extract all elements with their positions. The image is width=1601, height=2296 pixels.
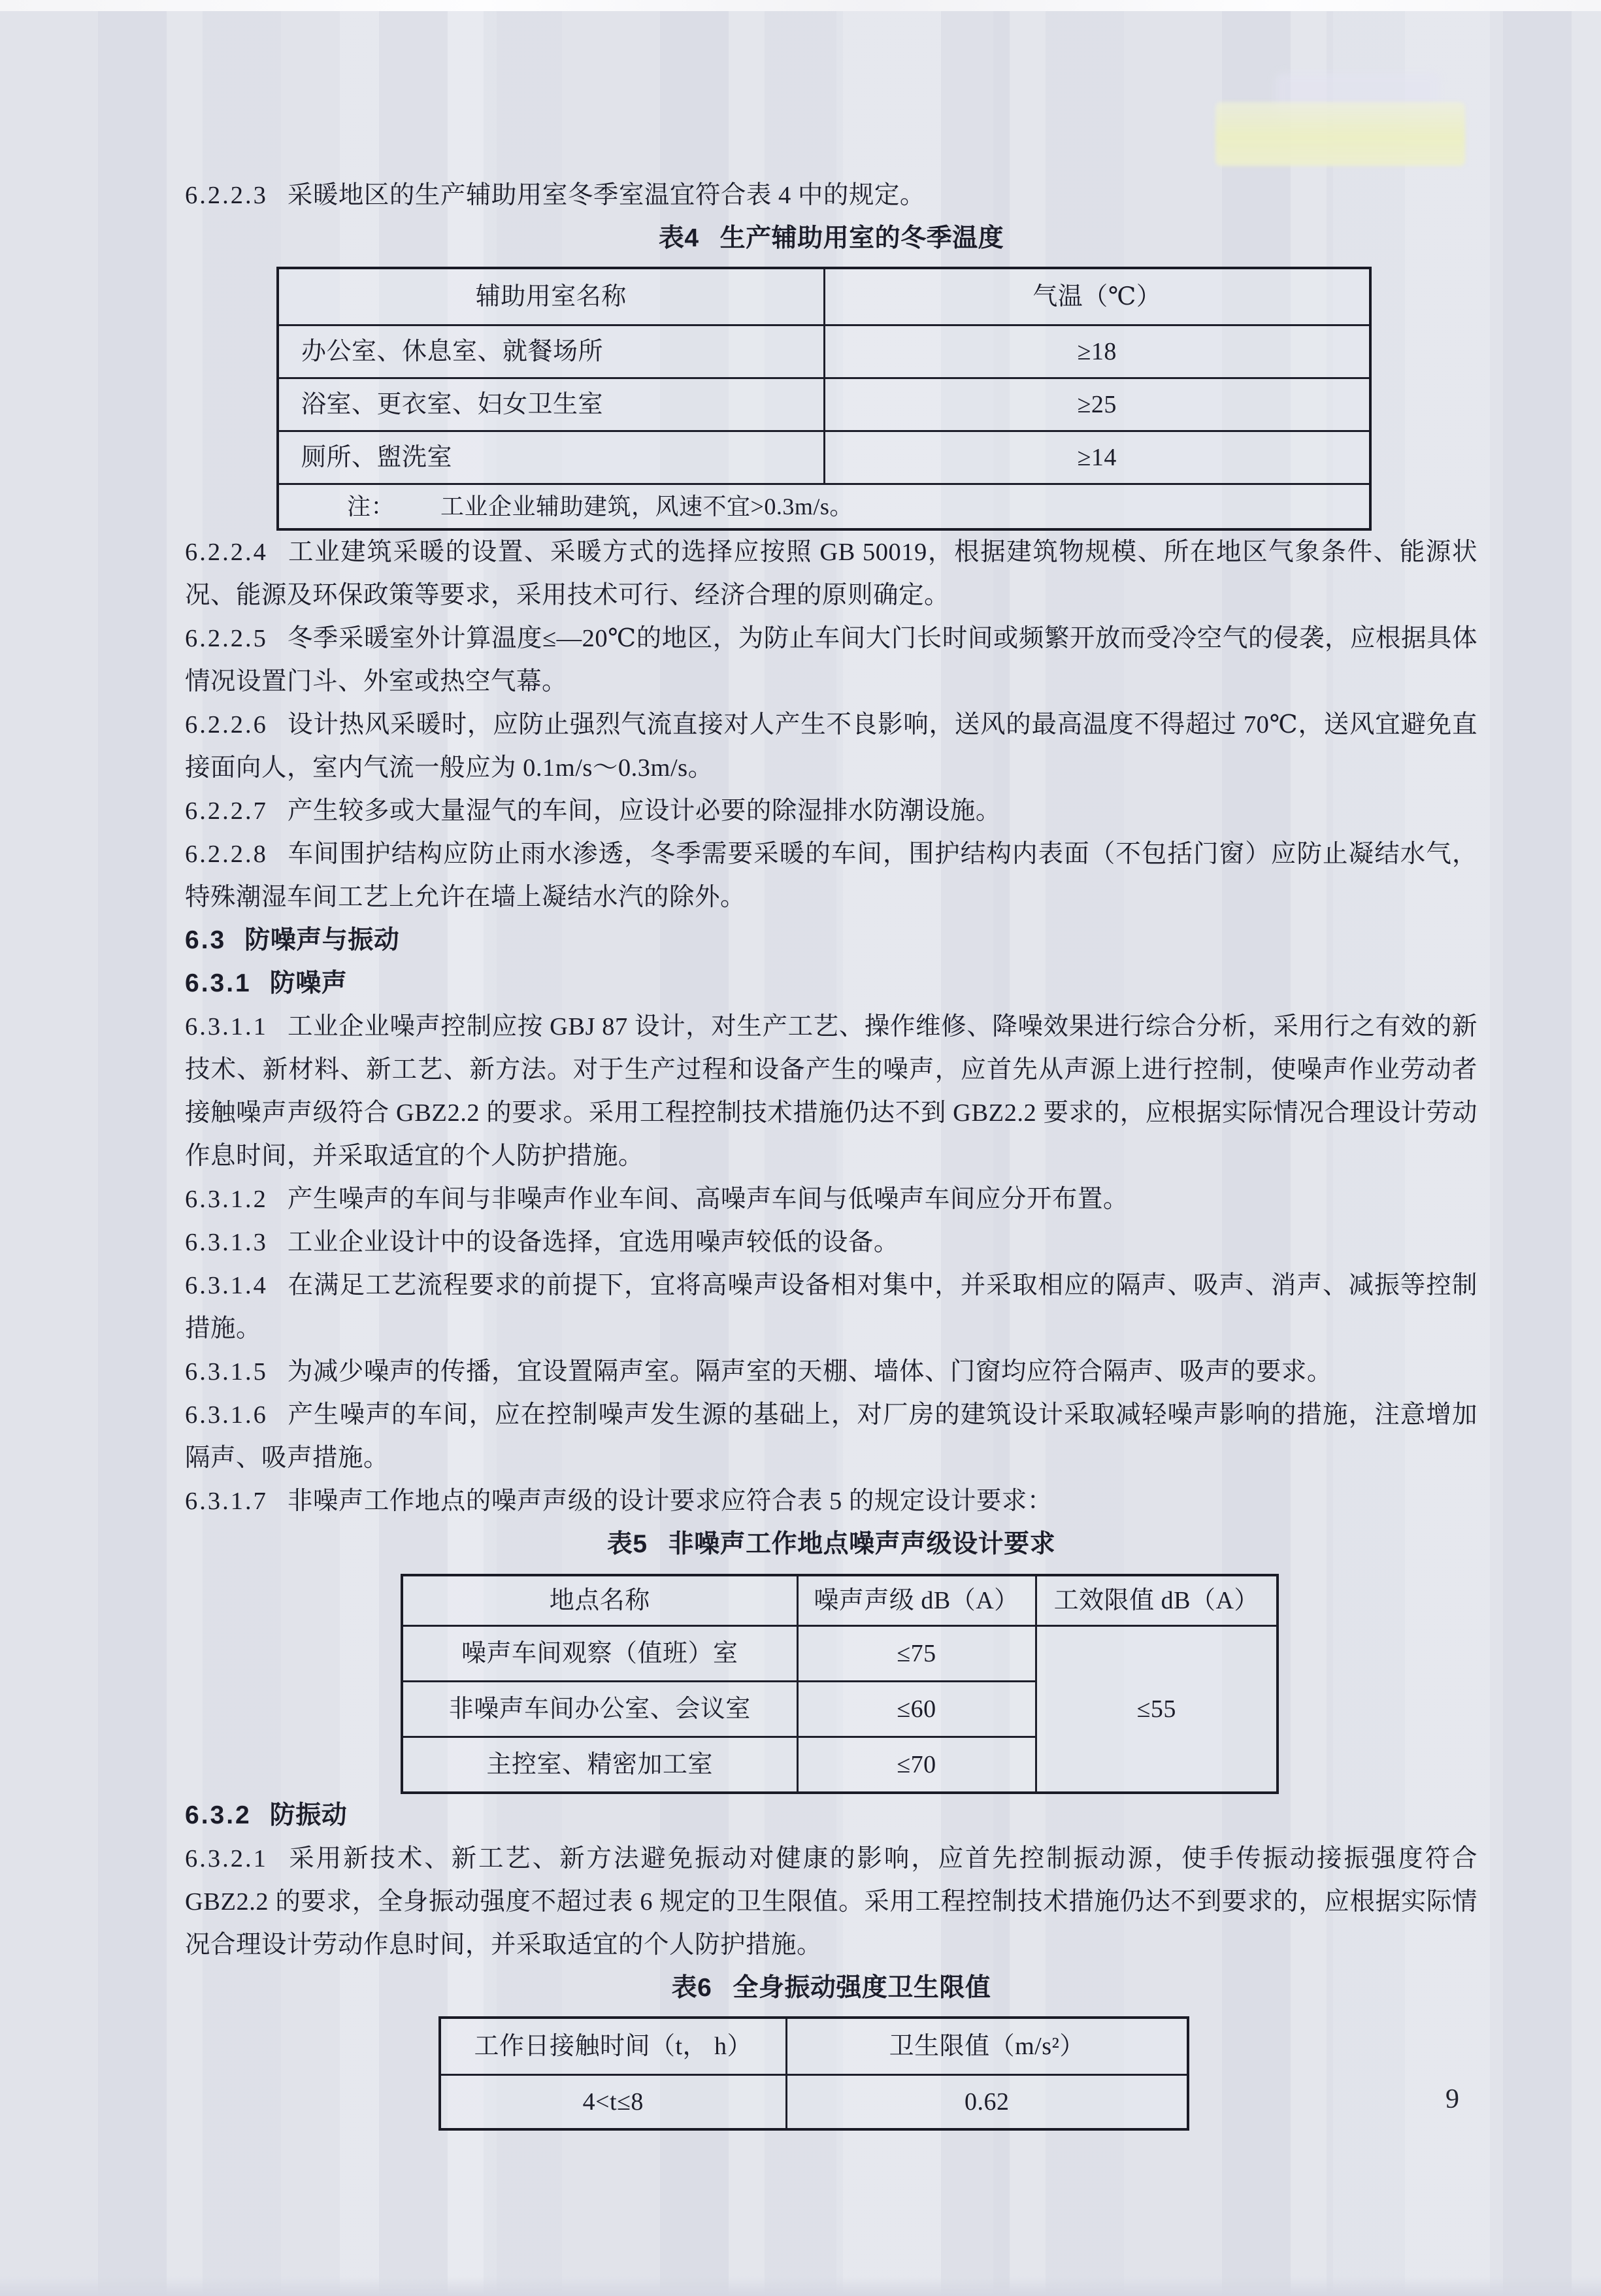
heading-6-3-2 bbox=[185, 1794, 1477, 1837]
table-row bbox=[402, 1626, 1278, 1682]
clause-6-3-1-3 bbox=[185, 1221, 1477, 1264]
clause-number: 6.3.1.5 bbox=[185, 1358, 268, 1386]
heading-text: 防噪声 bbox=[269, 969, 348, 997]
table6-header-exposure-time: 工作日接触时间（t， h） bbox=[440, 2018, 786, 2075]
clause-number: 6.3.1.4 bbox=[185, 1272, 268, 1299]
clause-text: 车间围护结构应防止雨水渗透，冬季需要采暖的车间，围护结构内表面（不包括门窗）应防止凝结水气，特殊潮湿车间工艺上允许在墙上凝结水汽的除外。 bbox=[185, 840, 1477, 911]
clause-text: 工业建筑采暖的设置、采暖方式的选择应按照 GB 50019，根据建筑物规模、所在地区气象条件、能源状况、能源及环保政策等要求，采用技术可行、经济合理的原则确定。 bbox=[185, 539, 1477, 609]
table5-cell-location: 噪声车间观察（值班）室 bbox=[402, 1626, 797, 1682]
note-label: 注： bbox=[347, 493, 395, 520]
clause-6-2-2-5 bbox=[185, 617, 1477, 703]
clause-6-3-1-5 bbox=[185, 1350, 1477, 1393]
table5-header-noise-level: 噪声声级 dB（A） bbox=[797, 1575, 1036, 1626]
clause-number: 6.2.2.3 bbox=[185, 182, 268, 209]
clause-number: 6.2.2.8 bbox=[185, 840, 268, 868]
table5-cell-noise: ≤60 bbox=[797, 1682, 1036, 1737]
table4-header-temp: 气温（℃） bbox=[824, 268, 1370, 325]
table-4-winter-temperature bbox=[276, 267, 1372, 531]
table6-cell-time: 4<t≤8 bbox=[440, 2075, 786, 2130]
clause-number: 6.3.2.1 bbox=[185, 1845, 268, 1872]
page-number: 9 bbox=[1445, 2084, 1459, 2114]
table5-cell-noise: ≤75 bbox=[797, 1626, 1036, 1682]
clause-text: 冬季采暖室外计算温度≤—20℃的地区，为防止车间大门长时间或频繁开放而受冷空气的侵袭，应根据具体情况设置门斗、外室或热空气幕。 bbox=[185, 625, 1477, 695]
clause-text: 为减少噪声的传播，宜设置隔声室。隔声室的天棚、墙体、门窗均应符合隔声、吸声的要求。 bbox=[287, 1358, 1332, 1386]
table-row bbox=[278, 431, 1370, 484]
table4-cell-temp: ≥18 bbox=[824, 325, 1370, 378]
table5-title bbox=[185, 1523, 1477, 1566]
table4-cell-room: 厕所、盥洗室 bbox=[278, 431, 824, 484]
clause-number: 6.3.1.6 bbox=[185, 1401, 268, 1429]
clause-text: 工业企业噪声控制应按 GBJ 87 设计，对生产工艺、操作维修、降噪效果进行综合分析，采用行之有效的新技术、新材料、新工艺、新方法。对于生产过程和设备产生的噪声，应首先从声源上进行控制，使噪声作业劳动者接触噪声声级符合 GBZ2.2 的要求。采用工程控制技术措施仍达不到 GBZ2.2 要求的，应根据实际情况合理设计劳动作息时间，并采取适宜的个人防护措施。 bbox=[185, 1013, 1477, 1170]
scan-edge-artifact-top bbox=[0, 0, 1601, 11]
table4-label: 表4 bbox=[658, 224, 699, 252]
clause-text: 非噪声工作地点的噪声声级的设计要求应符合表 5 的规定设计要求： bbox=[287, 1488, 1053, 1515]
clause-6-3-1-7 bbox=[185, 1480, 1477, 1523]
clause-text: 工业企业设计中的设备选择，宜选用噪声较低的设备。 bbox=[287, 1229, 899, 1256]
clause-6-3-1-1 bbox=[185, 1005, 1477, 1178]
clause-6-2-2-8 bbox=[185, 833, 1477, 919]
heading-text: 防噪声与振动 bbox=[244, 926, 400, 954]
clause-number: 6.2.2.5 bbox=[185, 625, 268, 652]
heading-text: 防振动 bbox=[269, 1801, 348, 1829]
clause-6-2-2-7 bbox=[185, 790, 1477, 833]
clause-text: 采暖地区的生产辅助用室冬季室温宜符合表 4 中的规定。 bbox=[287, 182, 925, 209]
clause-text: 在满足工艺流程要求的前提下，宜将高噪声设备相对集中，并采取相应的隔声、吸声、消声、减振等控制措施。 bbox=[185, 1272, 1477, 1342]
table5-label: 表5 bbox=[606, 1530, 648, 1558]
clause-number: 6.2.2.7 bbox=[185, 797, 268, 825]
table4-header-row bbox=[278, 268, 1370, 325]
table4-cell-room: 浴室、更衣室、妇女卫生室 bbox=[278, 378, 824, 431]
table6-header-row bbox=[440, 2018, 1188, 2075]
heading-number: 6.3 bbox=[185, 926, 227, 954]
table6-cell-limit: 0.62 bbox=[786, 2075, 1188, 2130]
table6-label: 表6 bbox=[671, 1974, 712, 2002]
table4-cell-temp: ≥14 bbox=[824, 431, 1370, 484]
scan-smudge-yellow-highlight bbox=[1215, 102, 1465, 166]
clause-text: 产生噪声的车间与非噪声作业车间、高噪声车间与低噪声车间应分开布置。 bbox=[287, 1186, 1129, 1213]
table5-cell-merged-limit: ≤55 bbox=[1036, 1626, 1278, 1793]
table6-title bbox=[185, 1967, 1477, 2010]
clause-number: 6.3.1.1 bbox=[185, 1013, 268, 1040]
table5-header-efficiency-limit: 工效限值 dB（A） bbox=[1036, 1575, 1278, 1626]
table5-header-row bbox=[402, 1575, 1278, 1626]
table5-header-location: 地点名称 bbox=[402, 1575, 797, 1626]
clause-number: 6.2.2.4 bbox=[185, 539, 268, 566]
table6-title-text: 全身振动强度卫生限值 bbox=[733, 1974, 991, 2002]
table4-title bbox=[185, 217, 1477, 260]
clause-6-2-2-6 bbox=[185, 703, 1477, 790]
clause-number: 6.3.1.2 bbox=[185, 1186, 268, 1213]
clause-number: 6.2.2.6 bbox=[185, 711, 268, 739]
table-row bbox=[278, 378, 1370, 431]
heading-6-3 bbox=[185, 919, 1477, 962]
clause-6-2-2-3 bbox=[185, 174, 1477, 217]
table-row bbox=[440, 2075, 1188, 2130]
table6-header-hygiene-limit: 卫生限值（m/s²） bbox=[786, 2018, 1188, 2075]
table4-note-row bbox=[278, 484, 1370, 530]
table4-note-cell bbox=[278, 484, 1370, 530]
clause-6-3-1-4 bbox=[185, 1264, 1477, 1350]
table4-title-text: 生产辅助用室的冬季温度 bbox=[719, 224, 1004, 252]
table5-cell-location: 非噪声车间办公室、会议室 bbox=[402, 1682, 797, 1737]
table-5-noise-level-requirements bbox=[401, 1574, 1279, 1794]
clause-text: 产生噪声的车间，应在控制噪声发生源的基础上，对厂房的建筑设计采取减轻噪声影响的措施，注意增加隔声、吸声措施。 bbox=[185, 1401, 1477, 1472]
table5-cell-noise: ≤70 bbox=[797, 1737, 1036, 1793]
note-text: 工业企业辅助建筑，风速不宜>0.3m/s。 bbox=[440, 493, 853, 520]
clause-6-3-1-2 bbox=[185, 1178, 1477, 1221]
table5-title-text: 非噪声工作地点噪声声级设计要求 bbox=[668, 1530, 1056, 1558]
clause-6-3-1-6 bbox=[185, 1393, 1477, 1480]
table4-header-room: 辅助用室名称 bbox=[278, 268, 824, 325]
clause-6-3-2-1 bbox=[185, 1837, 1477, 1967]
document-body bbox=[185, 174, 1477, 2131]
table-6-whole-body-vibration-limits bbox=[438, 2016, 1189, 2131]
clause-number: 6.3.1.7 bbox=[185, 1488, 268, 1515]
clause-number: 6.3.1.3 bbox=[185, 1229, 268, 1256]
table4-cell-temp: ≥25 bbox=[824, 378, 1370, 431]
clause-text: 采用新技术、新工艺、新方法避免振动对健康的影响，应首先控制振动源，使手传振动接振强度符合 GBZ2.2 的要求，全身振动强度不超过表 6 规定的卫生限值。采用工程控制技术措施仍达不到要求的，应根据实际情况合理设计劳动作息时间，并采取适宜的个人防护措施。 bbox=[185, 1845, 1477, 1959]
scan-edge-artifact-bottom bbox=[0, 2276, 1601, 2296]
clause-text: 设计热风采暖时，应防止强烈气流直接对人产生不良影响，送风的最高温度不得超过 70℃，送风宜避免直接面向人，室内气流一般应为 0.1m/s～0.3m/s。 bbox=[185, 711, 1477, 782]
table4-cell-room: 办公室、休息室、就餐场所 bbox=[278, 325, 824, 378]
heading-number: 6.3.2 bbox=[185, 1801, 252, 1829]
clause-6-2-2-4 bbox=[185, 531, 1477, 617]
heading-number: 6.3.1 bbox=[185, 969, 252, 997]
clause-text: 产生较多或大量湿气的车间，应设计必要的除湿排水防潮设施。 bbox=[287, 797, 1001, 825]
table-row bbox=[278, 325, 1370, 378]
table5-cell-location: 主控室、精密加工室 bbox=[402, 1737, 797, 1793]
heading-6-3-1 bbox=[185, 962, 1477, 1005]
